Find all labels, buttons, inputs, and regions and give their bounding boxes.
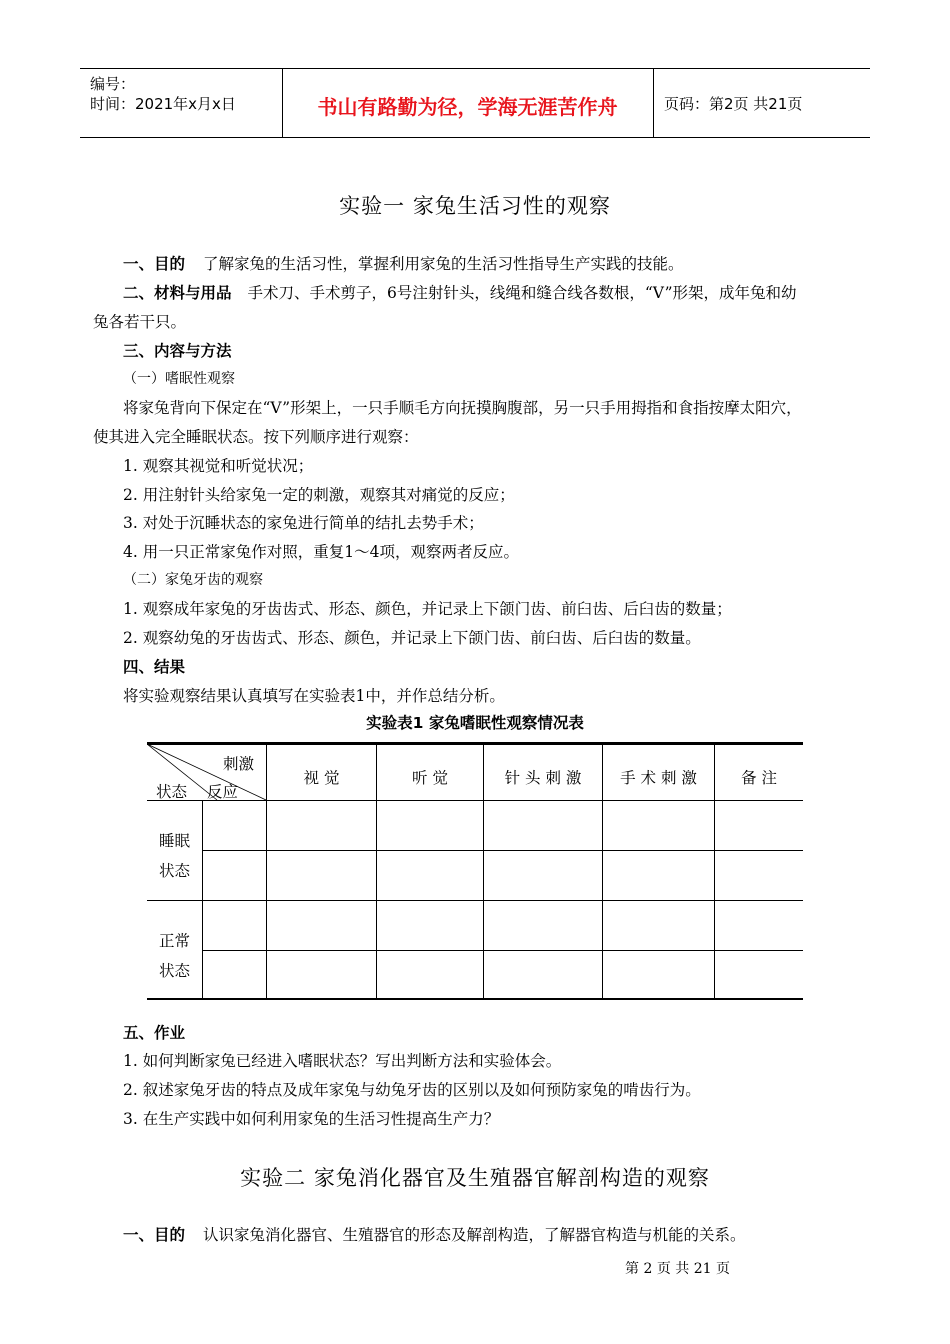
header-meta-cell	[80, 69, 283, 137]
methods-head: 三、内容与方法	[123, 342, 232, 360]
col-header-needle: 针 头 刺 激	[504, 769, 582, 787]
exp2-purpose-text: 认识家兔消化器官、生殖器官的形态及解剖构造，了解器官构造与机能的关系。	[203, 1226, 746, 1244]
list-item: 3. 对处于沉睡状态的家兔进行简单的结扎去势手术；	[123, 514, 484, 532]
number-label: 编号：	[90, 75, 136, 93]
homework-head: 五、作业	[123, 1024, 186, 1042]
row-label-line: 正常	[158, 932, 190, 950]
page-header	[80, 68, 870, 138]
row-label-normal	[147, 926, 202, 986]
materials-text-cont: 兔各若干只。	[93, 313, 187, 331]
col-header-hearing: 听 觉	[412, 769, 448, 787]
sub1-paragraph-1: 将家兔背向下保定在“V”形架上，一只手顺毛方向抚摸胸腹部，另一只手用拇指和食指按摩太阳穴，	[123, 399, 802, 417]
list-item: 1. 观察成年家兔的牙齿齿式、形态、颜色，并记录上下颌门齿、前臼齿、后臼齿的数量；	[123, 600, 732, 618]
sub2-head: （二）家兔牙齿的观察	[123, 572, 263, 588]
table-col-rule	[202, 800, 203, 1000]
header-motto-cell	[282, 69, 654, 137]
page-label: 页码：第2页 共21页	[664, 95, 803, 113]
purpose-line	[123, 254, 684, 274]
header-page-cell	[654, 69, 870, 137]
exp2-title: 实验二 家兔消化器官及生殖器官解剖构造的观察	[240, 1166, 710, 1190]
purpose-text: 了解家兔的生活习性，掌握利用家兔的生活习性指导生产实践的技能。	[203, 255, 684, 273]
corner-response: 反应	[207, 783, 239, 801]
row-label-sleep	[147, 826, 202, 886]
materials-line	[123, 283, 797, 303]
results-text: 将实验观察结果认真填写在实验表1中，并作总结分析。	[123, 687, 505, 705]
observation-table	[147, 742, 803, 1000]
time-label: 时间：2021年x月x日	[90, 95, 236, 113]
table-row-rule	[202, 850, 803, 851]
exp1-title: 实验一 家兔生活习性的观察	[339, 194, 611, 218]
table-bottom-rule	[147, 998, 803, 1000]
list-item: 4. 用一只正常家兔作对照，重复1～4项，观察两者反应。	[123, 543, 519, 561]
list-item: 2. 用注射针头给家兔一定的刺激，观察其对痛觉的反应；	[123, 486, 515, 504]
list-item: 2. 观察幼兔的牙齿齿式、形态、颜色，并记录上下颌门齿、前臼齿、后臼齿的数量。	[123, 629, 701, 647]
corner-stimulus: 刺激	[223, 755, 255, 773]
row-label-line: 睡眠	[158, 832, 190, 850]
row-label-line: 状态	[158, 962, 190, 980]
list-item: 1. 如何判断家兔已经进入嗜眠状态？写出判断方法和实验体会。	[123, 1052, 562, 1070]
results-head: 四、结果	[123, 658, 186, 676]
corner-state: 状态	[156, 783, 188, 801]
table-caption: 实验表1 家兔嗜眠性观察情况表	[366, 714, 584, 732]
materials-text: 手术刀、手术剪子，6号注射针头，线绳和缝合线各数根，“V”形架，成年兔和幼	[247, 284, 797, 302]
table-group-rule	[147, 900, 803, 901]
purpose-head: 一、目的	[123, 255, 186, 273]
materials-head: 二、材料与用品	[123, 284, 232, 302]
exp2-purpose-head: 一、目的	[123, 1226, 186, 1244]
col-header-vision: 视 觉	[303, 769, 340, 787]
list-item: 1. 观察其视觉和听觉状况；	[123, 457, 314, 475]
row-label-line: 状态	[158, 862, 190, 880]
exp2-purpose-line	[123, 1225, 746, 1245]
page-footer: 第 2 页 共 21 页	[625, 1261, 730, 1277]
motto-text: 书山有路勤为径，学海无涯苦作舟	[317, 95, 618, 119]
col-header-surgery: 手 术 刺 激	[620, 769, 697, 787]
sub1-paragraph-2: 使其进入完全睡眠状态。按下列顺序进行观察：	[93, 428, 419, 446]
list-item: 2. 叙述家兔牙齿的特点及成年家兔与幼兔牙齿的区别以及如何预防家兔的啃齿行为。	[123, 1081, 701, 1099]
list-item: 3. 在生产实践中如何利用家兔的生活习性提高生产力？	[123, 1110, 500, 1128]
table-row-rule	[202, 950, 803, 951]
col-header-notes: 备 注	[741, 769, 777, 787]
sub1-head: （一）嗜眠性观察	[123, 371, 235, 387]
